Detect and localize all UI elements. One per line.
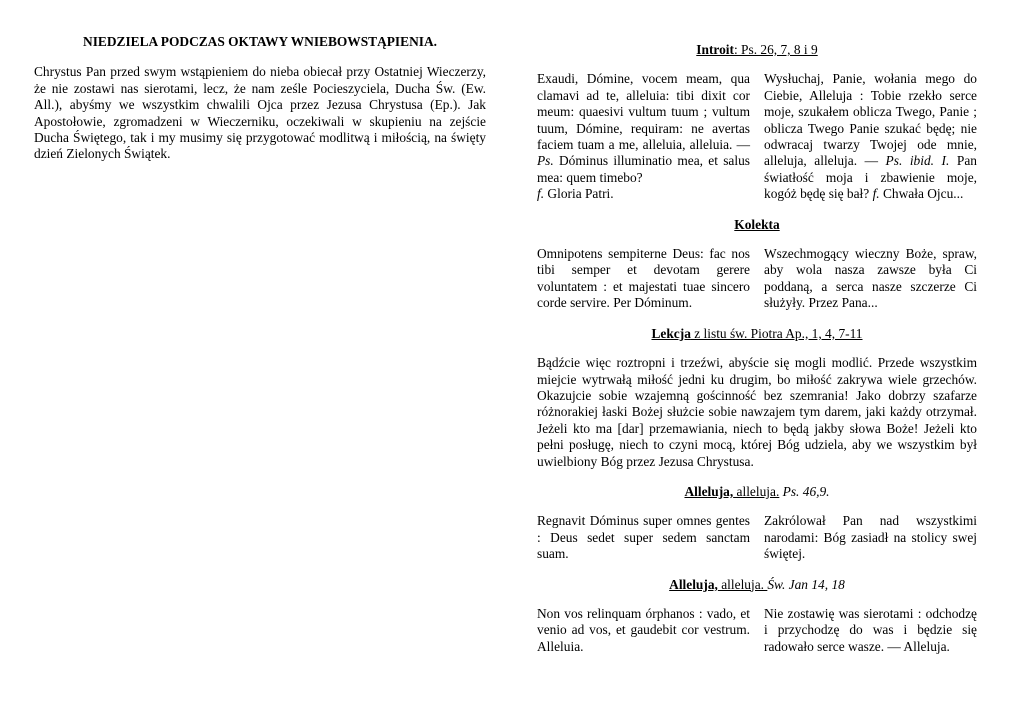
introit-polish-verse: Pan światłość moja i zbawienie moje, kogóż będę się bał?: [764, 153, 978, 202]
introit-polish-gloria: Chwała Ojcu...: [879, 186, 964, 202]
lekcja-heading: [537, 326, 977, 342]
alleluja2-heading: [537, 577, 977, 593]
alleluja2-ref: Św. Jan 14, 18: [767, 576, 845, 592]
introit-polish-text: Wysłuchaj, Panie, wołania mego do Ciebie, Alleluja : Tobie rzekło serce moje, szukałem oblicza Twego, Panie ; oblicza Twego Panie szukać będę; nie odwracaj twarzy Twojej ode mnie, alleluja, alleluja. —: [764, 71, 977, 169]
introit-heading: [537, 42, 977, 58]
alleluja1-label: Alleluja,: [684, 483, 734, 499]
introit-polish-ps: Ps. ibid. I.: [885, 153, 950, 169]
right-page: [537, 42, 977, 669]
kolekta-label: Kolekta: [734, 216, 780, 232]
alleluja1-latin: Regnavit Dóminus super omnes gentes : Deus sedet super sedem sanctam suam.: [537, 513, 750, 562]
kolekta-heading: [537, 217, 977, 233]
introit-polish-gloria-mark: f.: [872, 186, 880, 202]
introit-latin-ps: Ps.: [537, 153, 554, 169]
alleluja1-ref: Ps. 46,9.: [779, 483, 830, 499]
kolekta-latin: Omnipotens sempiterne Deus: fac nos tibi semper et devotam gerere voluntatem : et majestati tuae sincero corde servire. Per Dóminum.: [537, 246, 750, 311]
alleluja2-latin: Non vos relinquam órphanos : vado, et venio ad vos, et gaudebit cor vestrum. Alleluia.: [537, 605, 750, 654]
lekcja-text: Bądźcie więc roztropni i trzeźwi, abyście się mogli modlić. Przede wszystkim miejcie wytrwałą miłość jedni ku drugim, bo miłość zakrywa wiele grzechów. Okazujcie sobie wzajemną gościnność bez szemrania! Jako dobrzy szafarze różnorakiej łaski Bożej służcie sobie nawzajem tym darem, jaki każdy otrzymał. Jeżeli kto ma [dar] przemawiania, niech to będą jakby słowa Boże! Jeżeli kto pełni posługę, niech to czyni mocą, której Bóg udziela, aby we wszystkim był uwielbiony Bóg przez Jezusa Chrystusa.: [537, 355, 977, 469]
alleluja1-polish: Zakrólował Pan nad wszystkimi narodami: Bóg zasiadł na stolicy swej świętej.: [764, 513, 977, 562]
alleluja2-polish: Nie zostawię was sierotami : odchodzę i przychodzę do was i będzie się radowało serce wasze. — Alleluja.: [764, 605, 977, 654]
introit-latin-gloria-mark: f.: [537, 186, 545, 202]
alleluja1-heading: [537, 484, 977, 500]
page-title: NIEDZIELA PODCZAS OKTAWY WNIEBOWSTĄPIENIA.: [83, 34, 437, 49]
lekcja-ref: z listu św. Piotra Ap., 1, 4, 7-11: [690, 325, 863, 341]
introit-polish: [764, 71, 977, 202]
left-page: [34, 34, 486, 163]
introit-latin: [537, 71, 750, 202]
alleluja1-label2: alleluja.: [733, 483, 780, 499]
introit-label: Introit: [696, 42, 734, 57]
kolekta-polish: Wszechmogący wieczny Boże, spraw, aby wola nasza zawsze była Ci poddaną, a serca nasze szczerze Ci służyły. Przez Pana...: [764, 246, 977, 311]
alleluja2-columns: [537, 606, 977, 655]
introit-ref: : Ps. 26, 7, 8 i 9: [733, 42, 818, 57]
alleluja1-columns: [537, 513, 977, 562]
intro-paragraph: Chrystus Pan przed swym wstąpieniem do nieba obiecał przy Ostatniej Wieczerzy, że nie zostawi nas sierotami, lecz, że nam ześle Pocieszyciela, Ducha Św. (Ew. All.), abyśmy we wszystkim chwalili Ojca przez Jezusa Chrystusa (Ep.). Jak Apostołowie, zgromadzeni w Wieczerniku, oczekiwali w skupieniu na zejście Ducha Świętego, tak i my musimy się przygotować modlitwą i miłością, na święty dzień Zielonych Świątek.: [34, 64, 486, 162]
introit-latin-gloria: Gloria Patri.: [544, 186, 614, 202]
introit-latin-text: Exaudi, Dómine, vocem meam, qua clamavi ad te, alleluia: tibi dixit cor meum: quaesivi vultum tuum ; vultum tuum, Dómine, requiram: ne avertas faciem tuam a me, alleluia, alleluia. —: [537, 71, 750, 153]
alleluja2-label: Alleluja,: [669, 576, 718, 592]
introit-latin-verse: Dóminus illuminatio mea, et salus mea: quem timebo?: [537, 153, 750, 185]
kolekta-columns: [537, 246, 977, 312]
alleluja2-label2: alleluja.: [717, 576, 768, 592]
introit-columns: [537, 71, 977, 202]
lekcja-label: Lekcja: [651, 325, 691, 341]
